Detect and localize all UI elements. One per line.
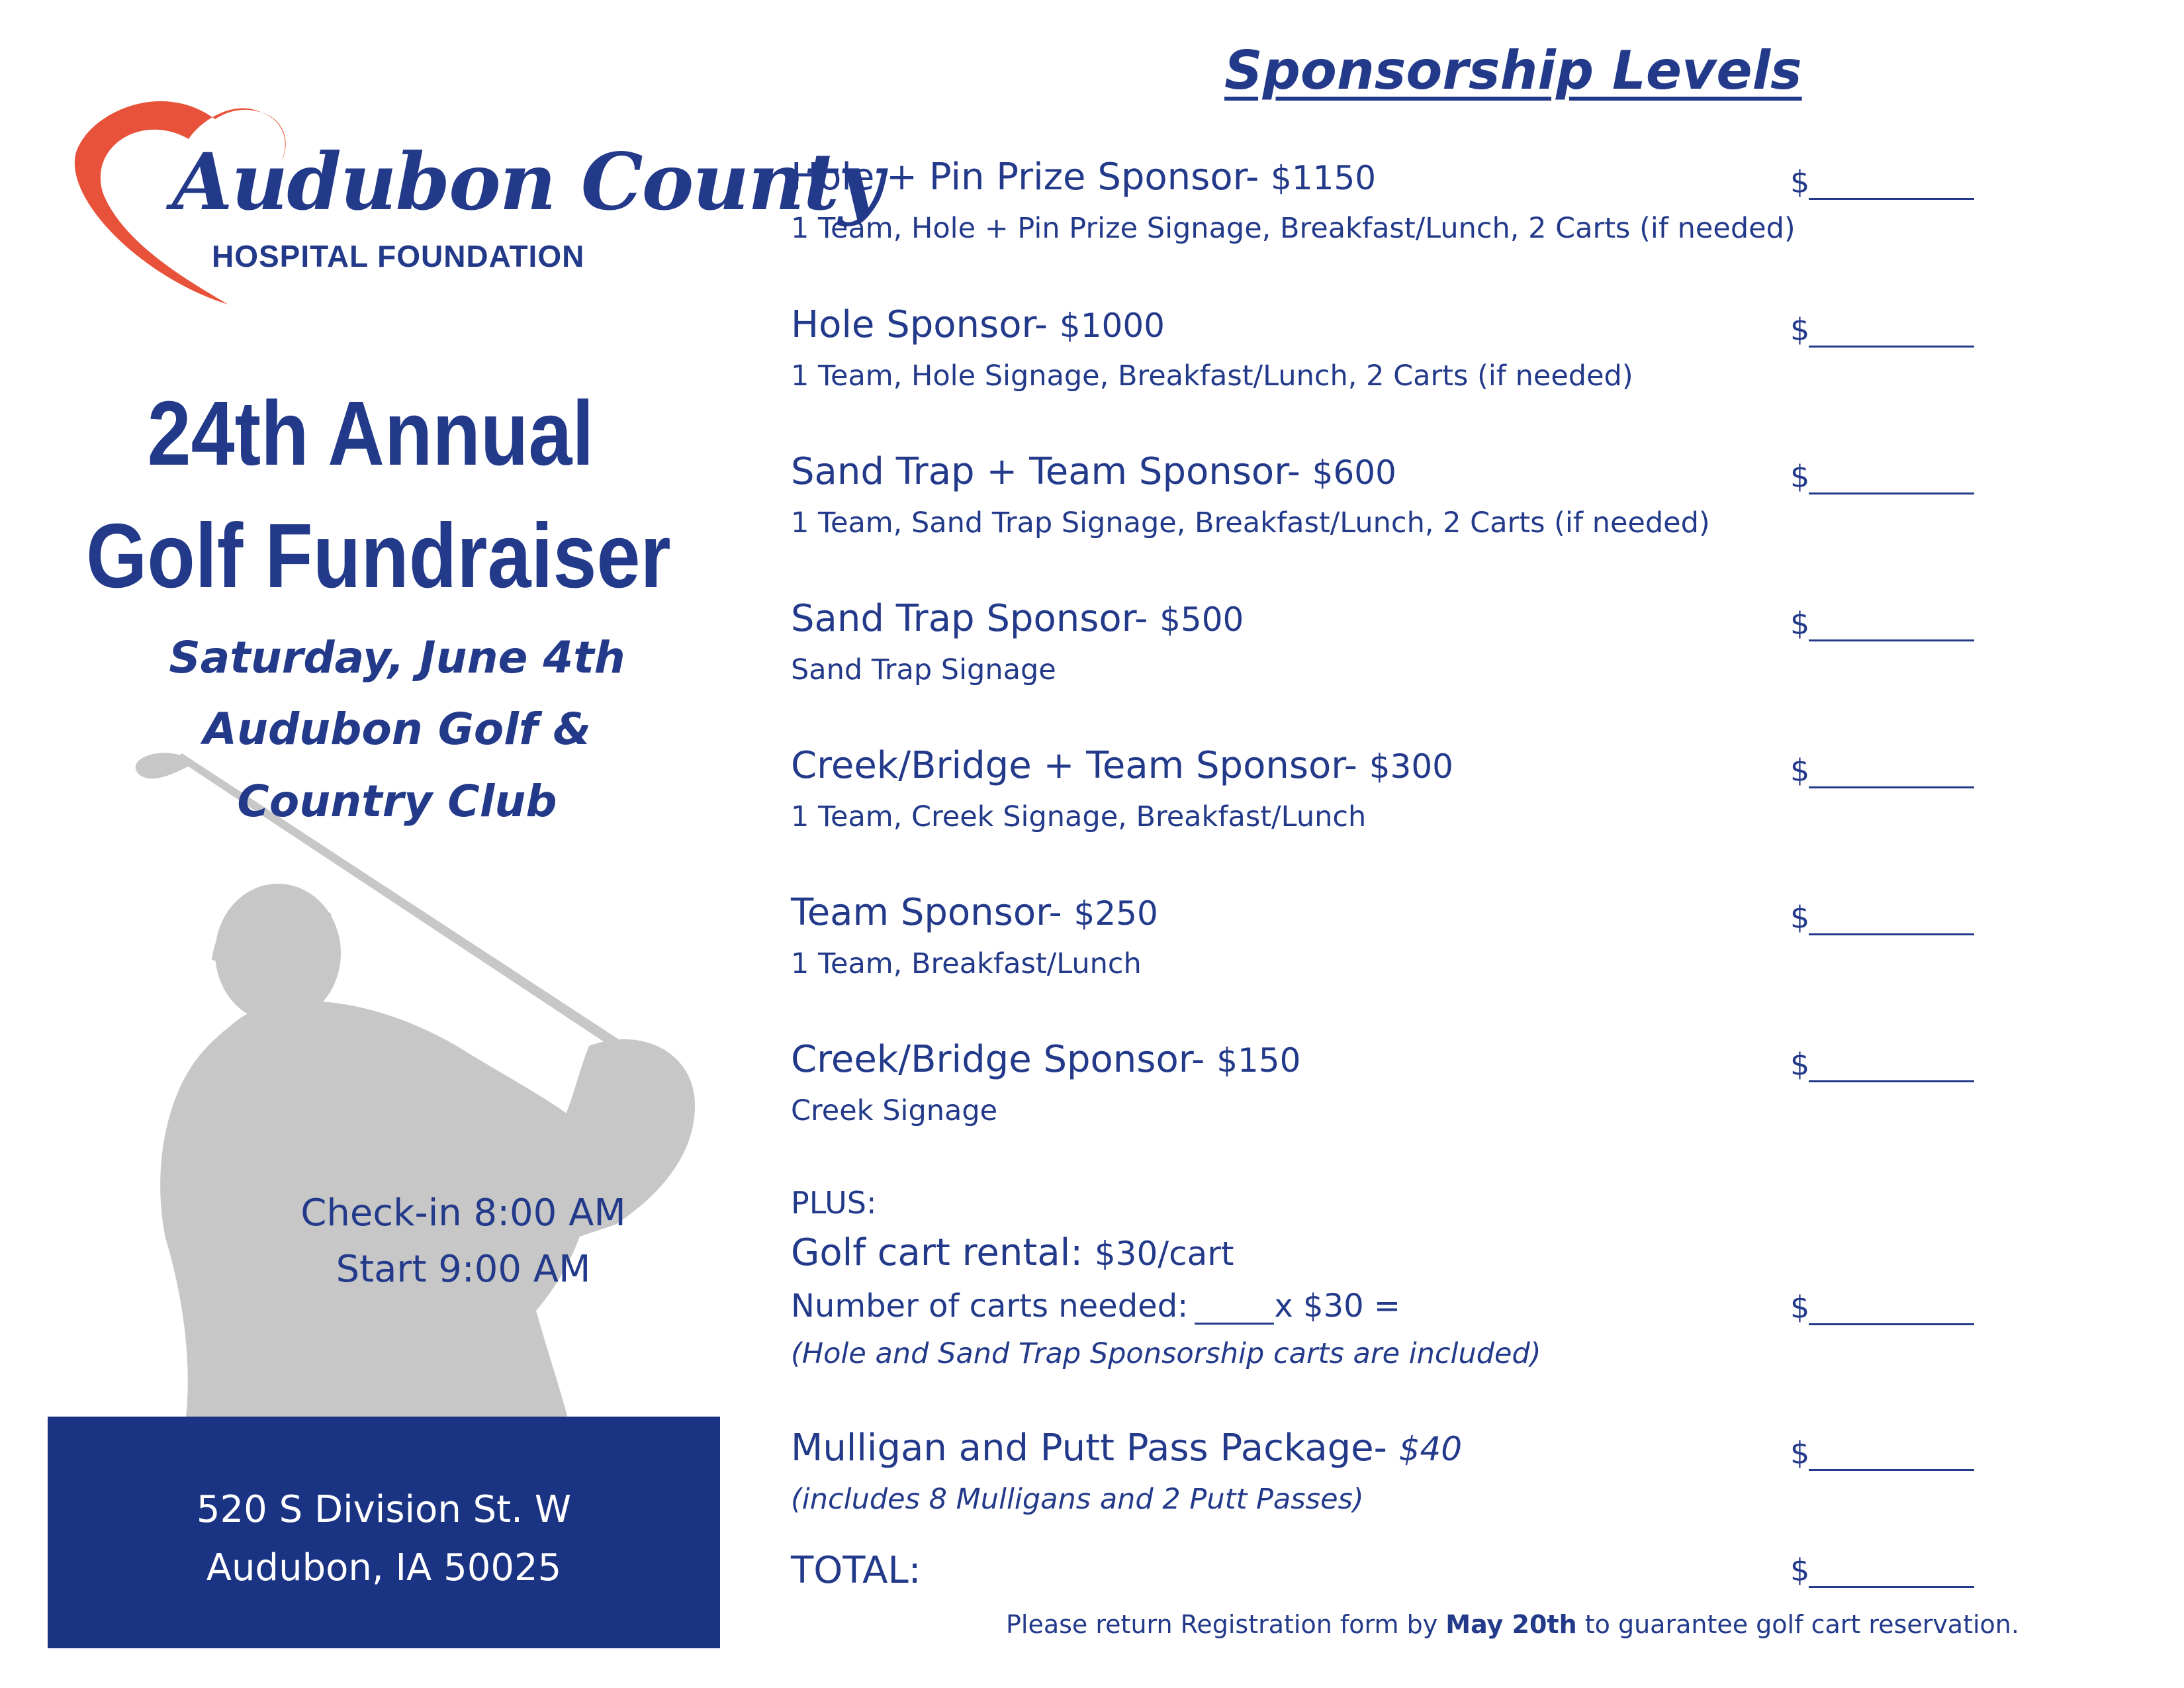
level-description: 1 Team, Sand Trap Signage, Breakfast/Lunch, 2 Carts (if needed): [791, 506, 1710, 539]
level-price: $500: [1160, 600, 1244, 639]
mulligan-note: (includes 8 Mulligans and 2 Putt Passes): [791, 1483, 1364, 1516]
level-price: $150: [1216, 1041, 1301, 1080]
amount-field[interactable]: $: [1790, 900, 1979, 935]
level-description: 1 Team, Hole Signage, Breakfast/Lunch, 2 Carts (if needed): [791, 359, 1633, 393]
amount-field[interactable]: $: [1790, 1289, 1979, 1325]
level-name: Sand Trap + Team Sponsor- $600: [791, 450, 1396, 493]
level-price: $600: [1312, 453, 1396, 492]
amount-field[interactable]: $: [1790, 606, 1979, 641]
return-note: Please return Registration form by May 20th to guarantee golf cart reservation.: [1006, 1610, 2019, 1639]
event-title-line2: Golf Fundraiser: [86, 505, 671, 607]
sponsorship-heading: Sponsorship Levels: [1224, 40, 1802, 101]
level-price: $1000: [1059, 306, 1165, 345]
level-name: Creek/Bridge Sponsor- $150: [791, 1038, 1301, 1081]
total-label: TOTAL:: [791, 1549, 921, 1592]
logo-subtitle: HOSPITAL FOUNDATION: [212, 239, 585, 273]
cart-rental-price: $30/cart: [1094, 1235, 1234, 1273]
carts-needed-row: [791, 1288, 1400, 1325]
amount-field[interactable]: $: [1790, 312, 1979, 348]
address-street: 520 S Division St. W: [196, 1488, 572, 1531]
level-description: 1 Team, Breakfast/Lunch: [791, 947, 1142, 980]
amount-field[interactable]: $: [1790, 1047, 1979, 1082]
carts-note: (Hole and Sand Trap Sponsorship carts are included): [791, 1337, 1541, 1370]
golfer-silhouette-icon: [113, 735, 741, 1423]
cart-rental-name: Golf cart rental: $30/cart: [791, 1231, 1234, 1274]
event-venue-line2: Country Club: [237, 776, 557, 827]
level-name: Sand Trap Sponsor- $500: [791, 597, 1244, 640]
level-name: Hole Sponsor- $1000: [791, 303, 1165, 346]
event-title-line1: 24th Annual: [147, 383, 594, 485]
level-name: Hole + Pin Prize Sponsor- $1150: [791, 156, 1377, 199]
carts-needed-suffix: x $30 =: [1274, 1288, 1401, 1325]
level-description: 1 Team, Hole + Pin Prize Signage, Breakfast/Lunch, 2 Carts (if needed): [791, 212, 1796, 245]
amount-field[interactable]: $: [1790, 459, 1979, 494]
address-box: [48, 1417, 720, 1648]
start-time: Start 9:00 AM: [336, 1248, 591, 1291]
amount-field[interactable]: $: [1790, 164, 1979, 200]
level-name: Team Sponsor- $250: [791, 891, 1158, 934]
level-price: $250: [1073, 894, 1158, 933]
event-date: Saturday, June 4th: [169, 632, 625, 683]
logo-script-text: Audubon County: [172, 136, 883, 228]
total-amount-field[interactable]: $: [1790, 1552, 1979, 1588]
level-description: Sand Trap Signage: [791, 653, 1056, 686]
event-venue-line1: Audubon Golf &: [203, 704, 592, 755]
carts-needed-label: Number of carts needed:: [791, 1288, 1189, 1325]
address-city: Audubon, IA 50025: [206, 1546, 562, 1589]
checkin-time: Check-in 8:00 AM: [300, 1192, 626, 1235]
mulligan-price: $40: [1398, 1430, 1463, 1468]
level-price: $300: [1369, 747, 1453, 786]
amount-field[interactable]: $: [1790, 753, 1979, 788]
plus-label: PLUS:: [791, 1185, 877, 1221]
carts-quantity-field[interactable]: [1195, 1296, 1274, 1325]
level-description: 1 Team, Creek Signage, Breakfast/Lunch: [791, 800, 1367, 833]
amount-field[interactable]: $: [1790, 1435, 1979, 1471]
return-deadline: May 20th: [1445, 1610, 1577, 1639]
level-description: Creek Signage: [791, 1094, 998, 1127]
level-name: Creek/Bridge + Team Sponsor- $300: [791, 744, 1453, 787]
mulligan-name: Mulligan and Putt Pass Package- $40: [791, 1427, 1463, 1470]
level-price: $1150: [1271, 159, 1377, 197]
